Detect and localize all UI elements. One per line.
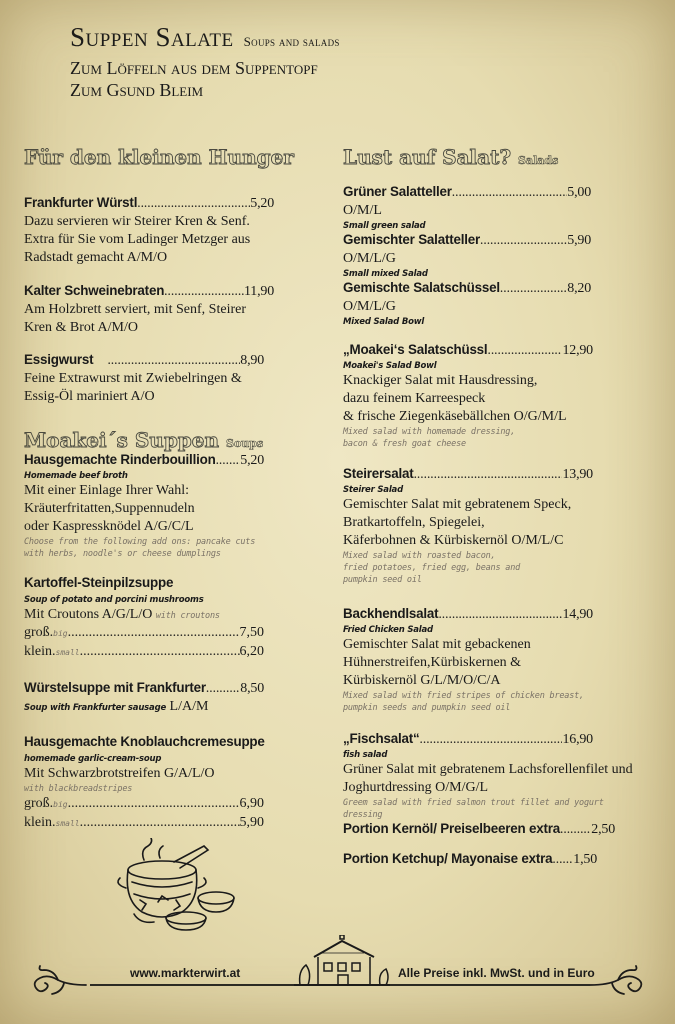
footer-price-note: Alle Preise inkl. MwSt. und in Euro	[398, 966, 595, 980]
item-description: Knackiger Salat mit Hausdressing,	[343, 373, 538, 388]
item-description: Mit Schwarzbrotstreifen G/A/L/O	[24, 766, 215, 781]
tagline-2: Zum Gsund Bleim	[70, 80, 204, 100]
size-english: small	[55, 648, 80, 657]
item-name: Backhendlsalat	[343, 606, 439, 621]
item-name: Gemischte Salatschüssel	[343, 280, 500, 295]
item-name: Gemischter Salatteller	[343, 232, 481, 247]
menu-item-rinderbouillion	[24, 451, 264, 560]
item-english-description: pumpkin seed oil	[343, 575, 422, 585]
item-price: 6,20	[239, 644, 264, 659]
item-name: „Moakei‘s Salatschüssl	[343, 342, 488, 357]
size-row-big	[24, 795, 264, 814]
size-label: groß.	[24, 625, 54, 640]
item-english-name: Mixed Salad Bowl	[343, 317, 425, 327]
item-name: Kartoffel-Steinpilzsuppe	[24, 575, 174, 590]
item-price: 5,90	[239, 815, 264, 830]
title-text: Suppen Salate	[70, 22, 234, 52]
item-description: & frische Ziegenkäsebällchen O/G/M/L	[343, 409, 567, 424]
item-description: oder Kaspressknödel A/G/C/L	[24, 519, 194, 534]
item-description: Radstadt gemacht A/M/O	[24, 250, 168, 265]
item-description: Käferbohnen & Kürbiskernöl O/M/L/C	[343, 533, 564, 548]
item-price: 7,50	[239, 625, 264, 640]
item-price: 14,90	[562, 607, 593, 622]
size-label: klein.	[24, 815, 56, 830]
title-subtitle: Soups and salads	[243, 34, 340, 49]
item-name: Steirersalat	[343, 466, 414, 481]
item-description: Hühnerstreifen,Kürbiskernen &	[343, 655, 522, 670]
item-description: Feine Extrawurst mit Zwiebelringen &	[24, 371, 242, 386]
item-english-description: Mixed salad with roasted bacon,	[343, 551, 496, 561]
item-name: Grüner Salatteller	[343, 184, 452, 199]
item-description: Joghurtdressing O/M/G/L	[343, 780, 489, 795]
item-english-name: Fried Chicken Salad	[343, 625, 433, 635]
menu-item-essigwurst	[24, 351, 264, 406]
section-title: Moakei´s Suppen	[24, 428, 220, 452]
item-price: 12,90	[562, 343, 593, 358]
size-row-small	[24, 643, 264, 662]
size-english: big	[53, 629, 68, 638]
item-price: 5,90	[567, 233, 591, 248]
item-description: Kren & Brot A/M/O	[24, 320, 138, 335]
item-description: Mit einer Einlage Ihrer Wahl:	[24, 483, 189, 498]
size-label: groß.	[24, 796, 54, 811]
item-description: Kräuterfritatten,Suppennudeln	[24, 501, 195, 516]
item-english-description: Greem salad with fried salmon trout fillet and yogurt dressing	[343, 798, 604, 820]
item-allergens: L/A/M	[169, 699, 209, 714]
item-description: Gemischter Salat mit gebratenem Speck,	[343, 497, 572, 512]
section-title: Lust auf Salat?	[343, 145, 512, 169]
item-english-name: Moakei's Salad Bowl	[343, 361, 437, 371]
item-name: Portion Kernöl/ Preiselbeeren extra	[343, 821, 560, 836]
item-english-description: Mixed salad with homemade dressing,	[343, 427, 516, 437]
menu-item-kalter-schweinebraten	[24, 282, 274, 337]
item-english-description: fried potatoes, fried egg, beans and	[343, 563, 521, 573]
item-english-name: fish salad	[343, 750, 388, 760]
item-price: 11,90	[244, 284, 274, 299]
item-name: Essigwurst	[24, 352, 94, 367]
item-english-name: Soup of potato and porcini mushrooms	[24, 595, 204, 605]
size-english: small	[55, 819, 80, 828]
item-price: 2,50	[591, 822, 615, 837]
item-allergens: O/M/L	[343, 203, 382, 218]
menu-item-gemischter-salatteller	[343, 231, 591, 280]
item-name: Frankfurter Würstl	[24, 195, 138, 210]
section-heading-small-hunger: Für den kleinen Hunger	[24, 145, 294, 169]
item-english-name: Steirer Salad	[343, 485, 403, 495]
item-price: 13,90	[562, 467, 593, 482]
section-subtitle: Soups	[226, 437, 264, 450]
item-price: 8,90	[240, 353, 264, 368]
item-price: 5,20	[250, 196, 274, 211]
item-english-name: homemade garlic-cream-soup	[24, 754, 162, 764]
item-name: „Fischsalat“	[343, 731, 420, 746]
item-description: Grüner Salat mit gebratenem Lachsforellenfilet und	[343, 762, 633, 777]
right-ornament-icon	[588, 958, 648, 998]
item-english-name: Small mixed Salad	[343, 269, 428, 279]
item-name: Kalter Schweinebraten	[24, 283, 165, 298]
item-name: Hausgemachte Knoblauchcremesuppe	[24, 734, 265, 749]
item-price: 8,50	[240, 681, 264, 696]
item-allergens: O/M/L/G	[343, 299, 396, 314]
item-description: Extra für Sie vom Ladinger Metzger aus	[24, 232, 251, 247]
item-allergens: O/M/L/G	[343, 251, 396, 266]
item-english-description: Choose from the following add ons: pancake cuts	[24, 537, 256, 547]
menu-item-backhendlsalat	[343, 605, 593, 714]
footer-website: www.markterwirt.at	[130, 966, 241, 980]
menu-item-wuerstelsuppe	[24, 679, 264, 716]
size-english: big	[53, 800, 68, 809]
menu-item-moakeis-salatschuessl	[343, 341, 593, 450]
item-english-name: Small green salad	[343, 221, 426, 231]
menu-item-ketchup-extra	[343, 850, 597, 869]
farmhouse-illustration	[290, 935, 394, 991]
soup-pot-illustration	[114, 838, 244, 933]
item-price: 1,50	[573, 852, 597, 867]
menu-item-gruener-salatteller	[343, 183, 591, 232]
size-row-big	[24, 624, 264, 643]
item-description: Essig-Öl mariniert A/O	[24, 389, 155, 404]
item-price: 16,90	[562, 732, 593, 747]
item-description: Kürbiskernöl G/L/M/O/C/A	[343, 673, 501, 688]
left-ornament-icon	[28, 958, 88, 998]
item-description: Mit Croutons A/G/L/O	[24, 607, 153, 622]
item-english-name: Soup with Frankfurter sausage	[24, 703, 167, 713]
menu-item-steirersalat	[343, 465, 593, 586]
menu-item-kernoel-extra	[343, 820, 615, 839]
menu-item-kartoffel-steinpilzsuppe	[24, 574, 264, 662]
item-english-description: bacon & fresh goat cheese	[343, 439, 466, 449]
size-label: klein.	[24, 644, 56, 659]
item-price: 8,20	[567, 281, 591, 296]
tagline-1: Zum Löffeln aus dem Suppentopf	[70, 58, 318, 78]
item-english-description: Mixed salad with fried stripes of chicken breast,	[343, 691, 584, 701]
menu-item-frankfurter	[24, 194, 274, 267]
item-english-description: with blackbreadstripes	[24, 784, 133, 794]
item-description: Dazu servieren wir Steirer Kren & Senf.	[24, 214, 250, 229]
menu-item-fischsalat	[343, 730, 643, 821]
item-price: 5,00	[567, 185, 591, 200]
item-english-description: with croutons	[155, 611, 220, 621]
size-row-small	[24, 814, 264, 833]
item-description: Bratkartoffeln, Spiegelei,	[343, 515, 485, 530]
menu-header	[70, 22, 660, 101]
menu-item-knoblauchcremesuppe	[24, 733, 264, 833]
item-english-description: pumpkin seeds and pumpkin seed oil	[343, 703, 511, 713]
item-english-name: Homemade beef broth	[24, 471, 128, 481]
item-name: Hausgemachte Rinderbouillion	[24, 452, 216, 467]
item-description: Am Holzbrett serviert, mit Senf, Steirer	[24, 302, 246, 317]
menu-item-gemischte-salatschuessel	[343, 279, 591, 328]
item-price: 6,90	[239, 796, 264, 811]
item-price: 5,20	[240, 453, 264, 468]
item-description: Gemischter Salat mit gebackenen	[343, 637, 531, 652]
section-heading-salads	[343, 145, 558, 173]
item-english-description: with herbs, noodle's or cheese dumplings	[24, 549, 221, 559]
section-subtitle: Salads	[518, 154, 559, 167]
item-name: Portion Ketchup/ Mayonaise extra	[343, 851, 553, 866]
page-title	[70, 22, 660, 57]
item-name: Würstelsuppe mit Frankfurter	[24, 680, 206, 695]
item-description: dazu feinem Karreespeck	[343, 391, 486, 406]
